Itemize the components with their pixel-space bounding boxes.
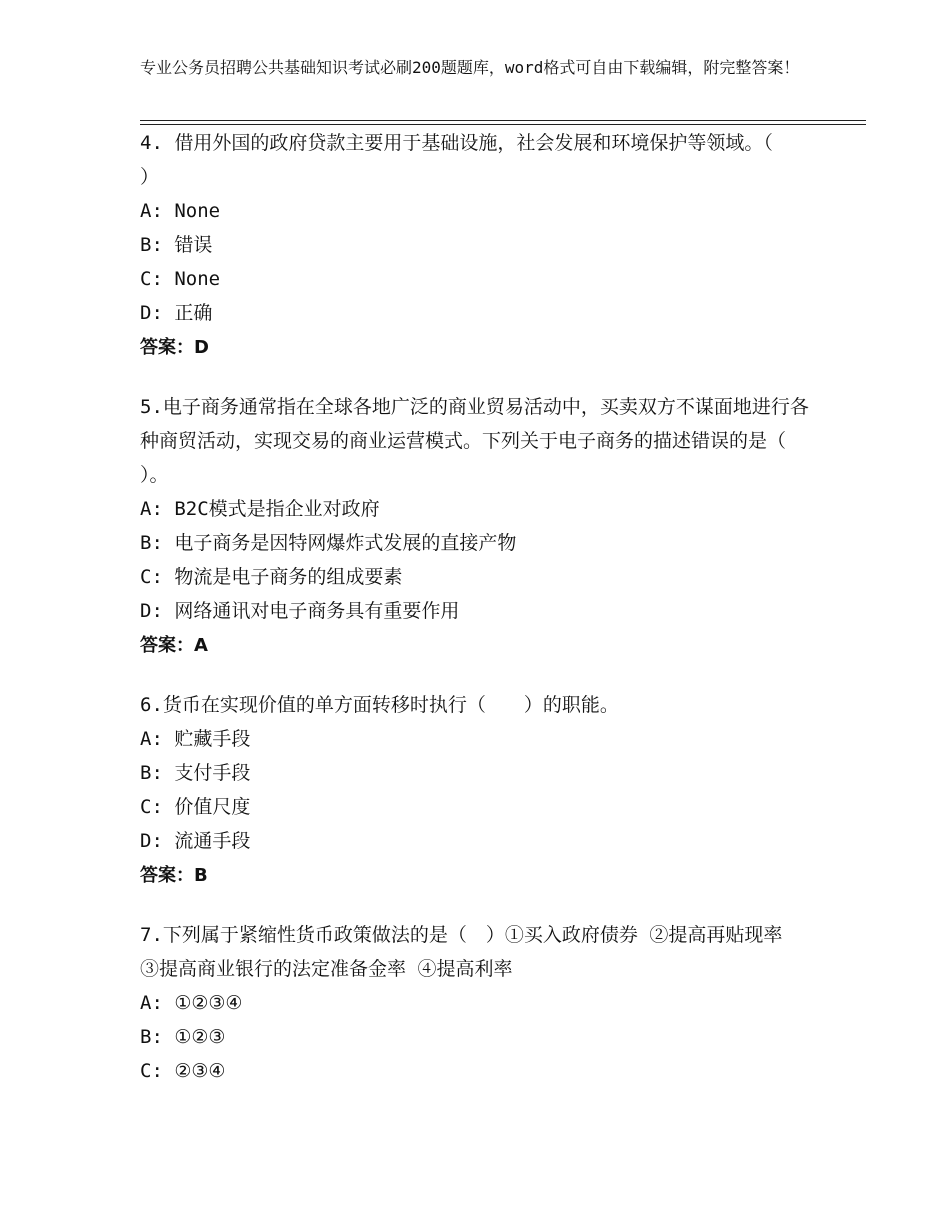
option-a: A: ①②③④	[140, 992, 243, 1014]
option-c: C: None	[140, 268, 221, 290]
question-stem: 4. 借用外国的政府贷款主要用于基础设施，社会发展和环境保护等领域。（ ）	[140, 132, 811, 188]
option-a: A: 贮藏手段	[140, 728, 251, 750]
option-a: A: B2C模式是指企业对政府	[140, 498, 380, 520]
question-4	[140, 126, 866, 366]
question-6	[140, 688, 866, 894]
header-rule-bottom	[140, 124, 866, 125]
option-b: B: 错误	[140, 234, 213, 256]
answer-label: 答案：D	[140, 337, 209, 358]
option-a: A: None	[140, 200, 221, 222]
option-d: D: 网络通讯对电子商务具有重要作用	[140, 600, 460, 622]
answer-label: 答案：B	[140, 865, 208, 886]
option-b: B: 电子商务是因特网爆炸式发展的直接产物	[140, 532, 517, 554]
header-rule-top	[140, 120, 866, 121]
option-c: C: 物流是电子商务的组成要素	[140, 566, 403, 588]
option-c: C: 价值尺度	[140, 796, 251, 818]
question-stem: 5.电子商务通常指在全球各地广泛的商业贸易活动中，买卖双方不谋面地进行各种商贸活动，实现交易的商业运营模式。下列关于电子商务的描述错误的是（ ）。	[140, 396, 825, 486]
question-stem: 7.下列属于紧缩性货币政策做法的是（ ）①买入政府债券 ②提高再贴现率 ③提高商业银行的法定准备金率 ④提高利率	[140, 924, 783, 980]
question-7	[140, 918, 866, 1088]
option-b: B: ①②③	[140, 1026, 226, 1048]
option-d: D: 正确	[140, 302, 213, 324]
option-c: C: ②③④	[140, 1060, 226, 1082]
question-stem: 6.货币在实现价值的单方面转移时执行（ ）的职能。	[140, 694, 619, 716]
option-b: B: 支付手段	[140, 762, 251, 784]
question-list	[140, 126, 866, 1088]
question-5	[140, 390, 866, 664]
option-d: D: 流通手段	[140, 830, 251, 852]
answer-label: 答案：A	[140, 635, 208, 656]
page-header: 专业公务员招聘公共基础知识考试必刷200题题库，word格式可自由下载编辑，附完整答案！	[140, 58, 800, 77]
